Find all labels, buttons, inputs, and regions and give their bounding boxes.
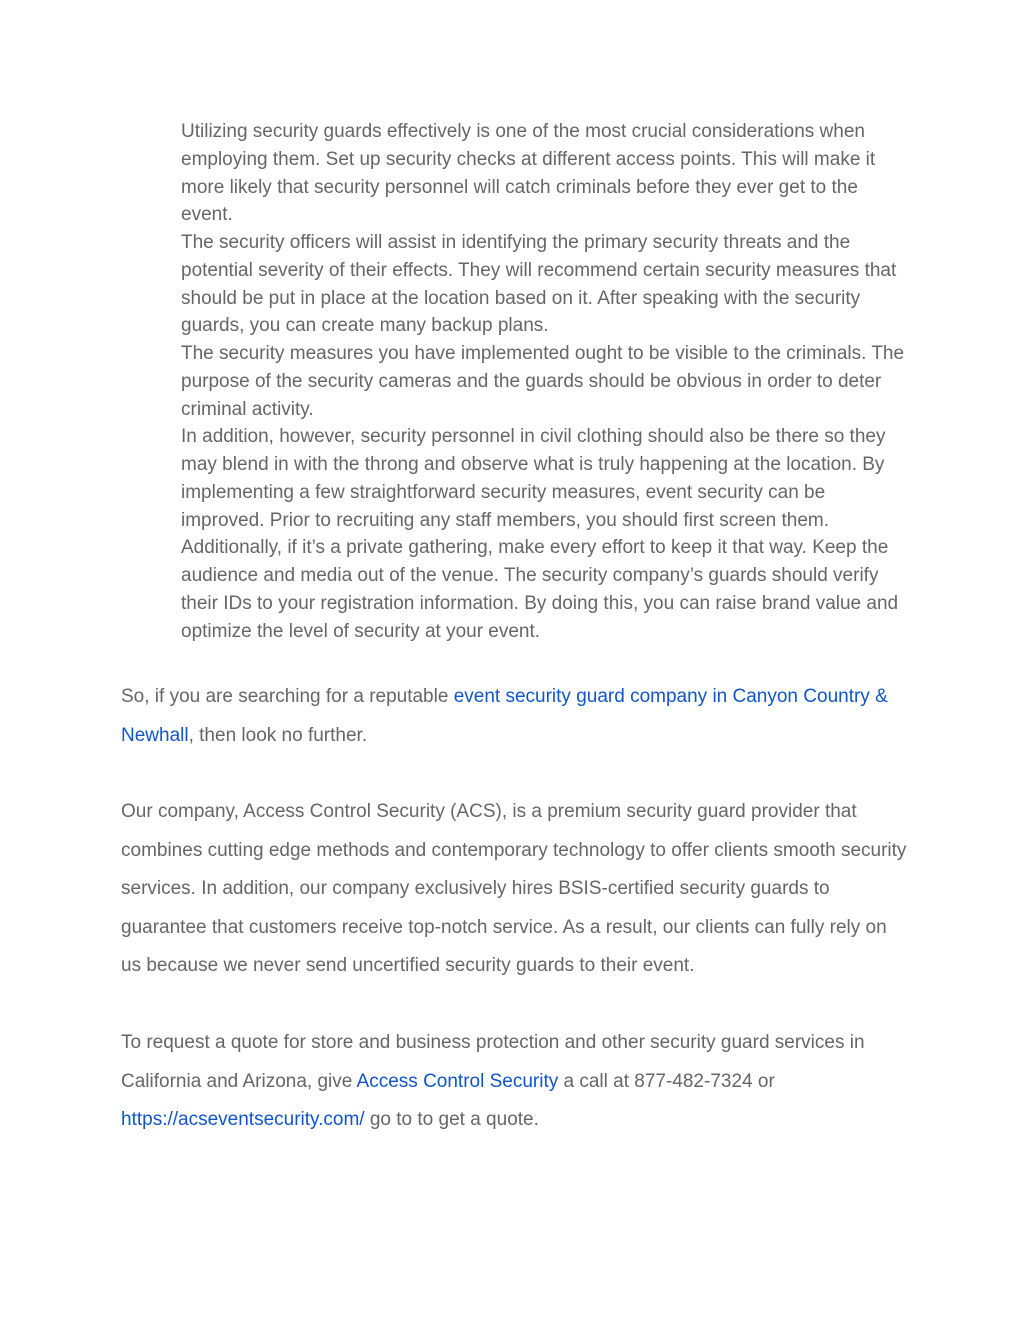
quote-text-before: To request a quote for store and business protection and other security guard services in California and Arizona, give xyxy=(121,1032,865,1092)
company-paragraph: Our company, Access Control Security (ACS), is a premium security guard provider that combines cutting edge methods and contemporary technology to offer clients smooth security services. In addition, our company exclusively hires BSIS-certified security guards to guarantee that customers receive top-notch service. As a result, our clients can fully rely on us because we never send uncertified security guards to their event. xyxy=(121,801,907,976)
access-control-security-link[interactable]: Access Control Security xyxy=(356,1070,559,1092)
quote-paragraph xyxy=(121,1024,911,1140)
search-paragraph xyxy=(121,678,911,755)
paragraph-civil-clothing: In addition, however, security personnel in civil clothing should also be there so they may blend in with the throng and observe what is truly happening at the location. By implementing a few straightforward security measures, event security can be improved. Prior to recruiting any staff members, you should first screen them. Additionally, if it’s a private gathering, make every effort to keep it that way. Keep the audience and media out of the venue. The security company’s guards should verify their IDs to your registration information. By doing this, you can raise brand value and optimize the level of security at your event. xyxy=(181,426,899,642)
event-security-company-link[interactable]: event security guard company in Canyon Country & Newhall xyxy=(121,686,888,746)
quote-text-after: go to to get a quote. xyxy=(364,1109,539,1130)
quote-paragraph-block xyxy=(121,1024,911,1140)
paragraph-threat-assessment: The security officers will assist in identifying the primary security threats and the potential severity of their effects. They will recommend certain security measures that should be put in place at the location based on it. After speaking with the security guards, you can create many backup plans. xyxy=(181,232,897,337)
search-paragraph-block xyxy=(121,678,911,755)
indented-section xyxy=(181,118,911,645)
paragraph-visible-measures: The security measures you have implemented ought to be visible to the criminals. The purpose of the security cameras and the guards should be obvious in order to deter criminal activity. xyxy=(181,343,905,420)
company-paragraph-block xyxy=(121,793,911,986)
search-text-before: So, if you are searching for a reputable xyxy=(121,686,454,707)
paragraph-effective-use: Utilizing security guards effectively is one of the most crucial considerations when employing them. Set up security checks at different access points. This will make it more likely that security personnel will catch criminals before they ever get to the event. xyxy=(181,121,876,226)
quote-text-middle: a call at 877-482-7324 or xyxy=(558,1070,775,1092)
acs-website-link[interactable]: https://acseventsecurity.com/ xyxy=(121,1109,365,1130)
search-text-after: , then look no further. xyxy=(188,724,368,746)
